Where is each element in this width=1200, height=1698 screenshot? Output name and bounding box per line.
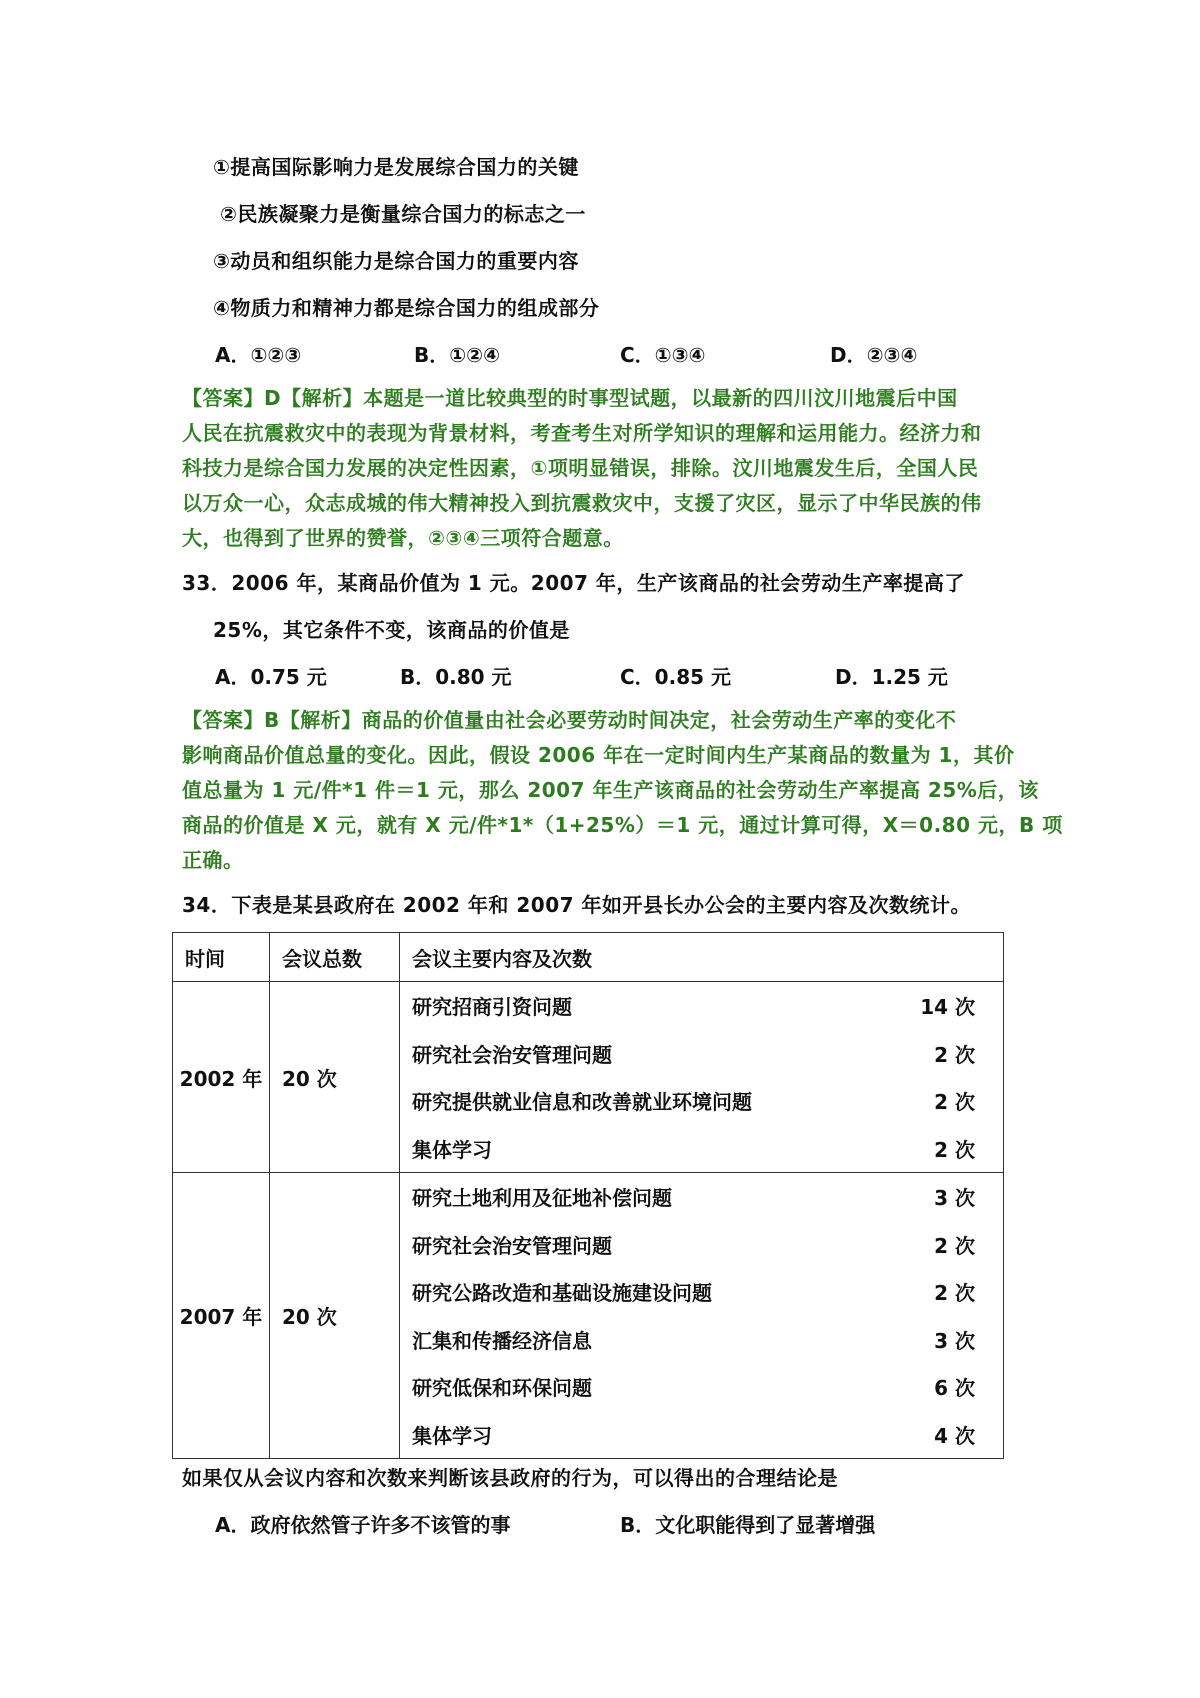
q33-choice-d: D．1.25 元 bbox=[835, 665, 948, 689]
answer-q32-line-4: 以万众一心，众志成城的伟大精神投入到抗震救灾中，支援了灾区，显示了中华民族的伟 bbox=[182, 491, 982, 515]
q32-choice-c: C．①③④ bbox=[620, 343, 706, 367]
item-count: 14 次 bbox=[920, 995, 975, 1020]
q34-choice-b: B．文化职能得到了显著增强 bbox=[620, 1513, 876, 1537]
item-topic: 汇集和传播经济信息 bbox=[412, 1328, 592, 1353]
header-content: 会议主要内容及次数 bbox=[400, 933, 1004, 982]
statement-3: ③动员和组织能力是综合国力的重要内容 bbox=[213, 249, 579, 273]
item-count: 6 次 bbox=[934, 1376, 975, 1401]
q34-stem: 34．下表是某县政府在 2002 年和 2007 年如开县长办公会的主要内容及次数统计。 bbox=[182, 893, 972, 917]
answer-q33-line-1: 【答案】B【解析】商品的价值量由社会必要劳动时间决定，社会劳动生产率的变化不 bbox=[182, 708, 957, 732]
list-item bbox=[400, 1173, 1003, 1221]
header-time: 时间 bbox=[173, 933, 270, 982]
item-topic: 集体学习 bbox=[412, 1423, 492, 1448]
list-item bbox=[400, 982, 1003, 1030]
q32-choice-a: A．①②③ bbox=[215, 343, 302, 367]
list-item bbox=[400, 1077, 1003, 1125]
item-count: 3 次 bbox=[934, 1186, 975, 1211]
total-cell: 20 次 bbox=[270, 1173, 400, 1459]
item-topic: 研究土地利用及征地补偿问题 bbox=[412, 1186, 672, 1211]
list-item bbox=[400, 1411, 1003, 1459]
answer-q32-line-3: 科技力是综合国力发展的决定性因素，①项明显错误，排除。汶川地震发生后，全国人民 bbox=[182, 456, 979, 480]
item-topic: 集体学习 bbox=[412, 1137, 492, 1162]
item-count: 4 次 bbox=[934, 1423, 975, 1448]
items-cell bbox=[400, 1173, 1004, 1459]
answer-q32-line-2: 人民在抗震救灾中的表现为背景材料，考查考生对所学知识的理解和运用能力。经济力和 bbox=[182, 421, 982, 445]
item-count: 2 次 bbox=[934, 1281, 975, 1306]
item-topic: 研究低保和环保问题 bbox=[412, 1376, 592, 1401]
answer-q33-line-2: 影响商品价值总量的变化。因此，假设 2006 年在一定时间内生产某商品的数量为 1，其价 bbox=[182, 743, 1015, 767]
q34-question: 如果仅从会议内容和次数来判断该县政府的行为，可以得出的合理结论是 bbox=[182, 1466, 838, 1490]
item-topic: 研究招商引资问题 bbox=[412, 995, 572, 1020]
q33-choice-b: B．0.80 元 bbox=[400, 665, 512, 689]
statement-2: ②民族凝聚力是衡量综合国力的标志之一 bbox=[220, 202, 586, 226]
item-count: 3 次 bbox=[934, 1328, 975, 1353]
answer-q33-line-4: 商品的价值是 X 元，就有 X 元/件*1*（1+25%）＝1 元，通过计算可得，X＝0.80 元，B 项 bbox=[182, 813, 1063, 837]
q33-choice-c: C．0.85 元 bbox=[620, 665, 731, 689]
year-cell: 2007 年 bbox=[173, 1173, 270, 1459]
q33-choice-a: A．0.75 元 bbox=[215, 665, 327, 689]
list-item bbox=[400, 1268, 1003, 1316]
meeting-stats-table bbox=[172, 932, 1004, 1459]
statement-1: ①提高国际影响力是发展综合国力的关键 bbox=[213, 155, 579, 179]
list-item bbox=[400, 1125, 1003, 1173]
statement-4: ④物质力和精神力都是综合国力的组成部分 bbox=[213, 296, 600, 320]
item-count: 2 次 bbox=[934, 1233, 975, 1258]
answer-q32-line-5: 大，也得到了世界的赞誉，②③④三项符合题意。 bbox=[182, 526, 624, 550]
q32-choice-d: D．②③④ bbox=[830, 343, 918, 367]
q33-stem-line-1: 33．2006 年，某商品价值为 1 元。2007 年，生产该商品的社会劳动生产率提高了 bbox=[182, 571, 965, 595]
items-cell bbox=[400, 982, 1004, 1173]
list-item bbox=[400, 1030, 1003, 1078]
list-item bbox=[400, 1316, 1003, 1364]
q33-stem-line-2: 25%，其它条件不变，该商品的价值是 bbox=[213, 618, 570, 642]
table-row bbox=[173, 1173, 1004, 1459]
item-count: 2 次 bbox=[934, 1137, 975, 1162]
answer-q33-line-3: 值总量为 1 元/件*1 件＝1 元，那么 2007 年生产该商品的社会劳动生产率提高 25%后，该 bbox=[182, 778, 1039, 802]
table-header-row bbox=[173, 933, 1004, 982]
item-topic: 研究公路改造和基础设施建设问题 bbox=[412, 1281, 712, 1306]
q32-choice-b: B．①②④ bbox=[414, 343, 501, 367]
item-topic: 研究提供就业信息和改善就业环境问题 bbox=[412, 1090, 752, 1115]
total-cell: 20 次 bbox=[270, 982, 400, 1173]
header-total: 会议总数 bbox=[270, 933, 400, 982]
answer-q33-line-5: 正确。 bbox=[182, 848, 244, 872]
list-item bbox=[400, 1221, 1003, 1269]
list-item bbox=[400, 1363, 1003, 1411]
q34-choice-a: A．政府依然管子许多不该管的事 bbox=[215, 1513, 511, 1537]
answer-q32-line-1: 【答案】D【解析】本题是一道比较典型的时事型试题，以最新的四川汶川地震后中国 bbox=[182, 386, 958, 410]
item-count: 2 次 bbox=[934, 1090, 975, 1115]
table-row bbox=[173, 982, 1004, 1173]
year-cell: 2002 年 bbox=[173, 982, 270, 1173]
item-topic: 研究社会治安管理问题 bbox=[412, 1233, 612, 1258]
item-topic: 研究社会治安管理问题 bbox=[412, 1042, 612, 1067]
item-count: 2 次 bbox=[934, 1042, 975, 1067]
